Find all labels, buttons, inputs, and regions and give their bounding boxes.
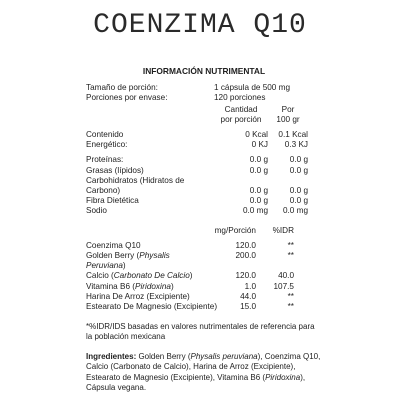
ingredient-row [86,251,322,271]
ingredient-name-text: Golden Berry ( [86,251,140,261]
ingredients-text-part: ), Coenzima Q10, Calcio (Carbonato de Calcio), Harina de Arroz (Excipiente), Estearato de Magnesio (Excipiente), Vitamina B6 ( [86,352,321,382]
ingredient-mg: 1.0 [244,281,256,291]
ingredient-idr: ** [287,251,294,261]
ingredient-name-close: ) [189,271,193,281]
nutrient-label: Sodio [86,206,107,216]
serving-size-row [86,83,322,93]
per-100-header [268,105,308,125]
energy-row [86,130,322,140]
ingredients-text-part: Golden Berry ( [136,352,191,362]
ingredient-row [86,302,322,312]
ingredient-header-row [86,226,322,236]
ingredients-paragraph [86,352,322,393]
ingredient-row [86,282,322,292]
ingredient-scientific-name: Physalis [139,251,170,261]
ingredients-text-italic: Piridoxina [265,372,301,382]
energy-serving: 0 KJ [251,140,268,150]
nutrient-serving: 0.0 g [249,165,268,175]
serving-size-label: Tamaño de porción: [86,83,158,93]
servings-per-pack-label: Porciones por envase: [86,93,168,103]
ingredient-name-close: ) [122,261,126,271]
nutrient-serving: 0.0 g [249,155,268,165]
ingredient-mg: 120.0 [235,271,256,281]
energy-per100: 0.1 Kcal [278,130,308,140]
nutrient-label: Fibra Dietética [86,196,139,206]
nutrient-per100: 0.0 mg [282,206,308,216]
ingredient-mg: 44.0 [240,291,256,301]
idr-header: %IDR [272,225,294,235]
nutrient-row [86,155,322,165]
ingredient-name [86,251,220,271]
ingredient-scientific-name: Carbonato De Calcio [113,271,190,281]
serving-size-value: 1 cápsula de 500 mg [214,83,291,93]
ingredient-idr: 107.5 [273,281,294,291]
ingredient-name: Estearato De Magnesio (Excipiente) [86,302,218,312]
nutrient-label [86,176,214,196]
per-100-header-line2: 100 gr [276,114,300,124]
ingredient-mg: 200.0 [235,251,256,261]
nutrient-row [86,206,322,216]
nutrient-label-line2: Carbono) [86,186,121,196]
nutrient-label-line1: Carbohidratos (Hidratos de [86,175,185,185]
ingredient-name [86,282,220,292]
ingredient-mg: 120.0 [235,240,256,250]
ingredient-row [86,292,322,302]
servings-per-pack-value: 120 porciones [214,93,266,103]
per-serving-header [214,105,268,125]
servings-per-pack-row [86,93,322,103]
energy-per100: 0.3 KJ [284,140,308,150]
ingredient-name [86,271,220,281]
idr-footnote: *%IDR/IDS basadas en valores nutrimentales de referencia para la población mexicana [86,322,315,342]
nutrient-serving: 0.0 mg [242,206,268,216]
nutrient-label: Proteínas: [86,155,124,165]
nutrient-per100: 0.0 g [289,185,308,195]
nutrient-serving: 0.0 g [249,185,268,195]
energy-label: Energético: [86,140,128,150]
nutrient-label: Grasas (lípidos) [86,165,144,175]
nutrient-per100: 0.0 g [289,155,308,165]
ingredient-idr: ** [287,240,294,250]
energy-row [86,140,322,150]
ingredient-name-text: Calcio ( [86,271,114,281]
ingredient-idr: ** [287,291,294,301]
column-header-row [86,105,322,125]
nutrient-row [86,176,322,196]
ingredients-label: Ingredientes: [86,352,137,362]
ingredient-row [86,241,322,251]
per-100-header-line1: Por [281,104,295,114]
nutrient-per100: 0.0 g [289,165,308,175]
product-title: COENZIMA Q10 [93,10,307,41]
nutrient-serving: 0.0 g [249,196,268,206]
nutrient-row [86,166,322,176]
mg-per-serving-header: mg/Porción [214,225,256,235]
per-serving-header-line2: por porción [220,114,262,124]
energy-serving: 0 Kcal [245,130,268,140]
ingredients-text-italic: Physalis peruviana [190,352,258,362]
ingredient-name-text: Vitamina B6 ( [86,281,135,291]
nutrient-per100: 0.0 g [289,196,308,206]
ingredient-idr: 40.0 [278,271,294,281]
ingredient-scientific-name: Piridoxina [135,281,171,291]
ingredient-name-close: ) [170,281,174,291]
ingredient-name: Harina De Arroz (Excipiente) [86,291,190,301]
per-serving-header-line1: Cantidad [224,104,258,114]
nutrient-row [86,196,322,206]
ingredients-text-part: ), Cápsula vegana. [86,372,306,392]
ingredient-idr: ** [287,302,294,312]
nutrition-heading: INFORMACIÓN NUTRIMENTAL [142,66,266,76]
nutrition-panel [86,66,322,393]
ingredient-scientific-name-cont: Peruviana [86,261,123,271]
energy-label: Contenido [86,130,124,140]
ingredient-row [86,271,322,281]
ingredient-name: Coenzima Q10 [86,240,141,250]
ingredient-mg: 15.0 [240,302,256,312]
